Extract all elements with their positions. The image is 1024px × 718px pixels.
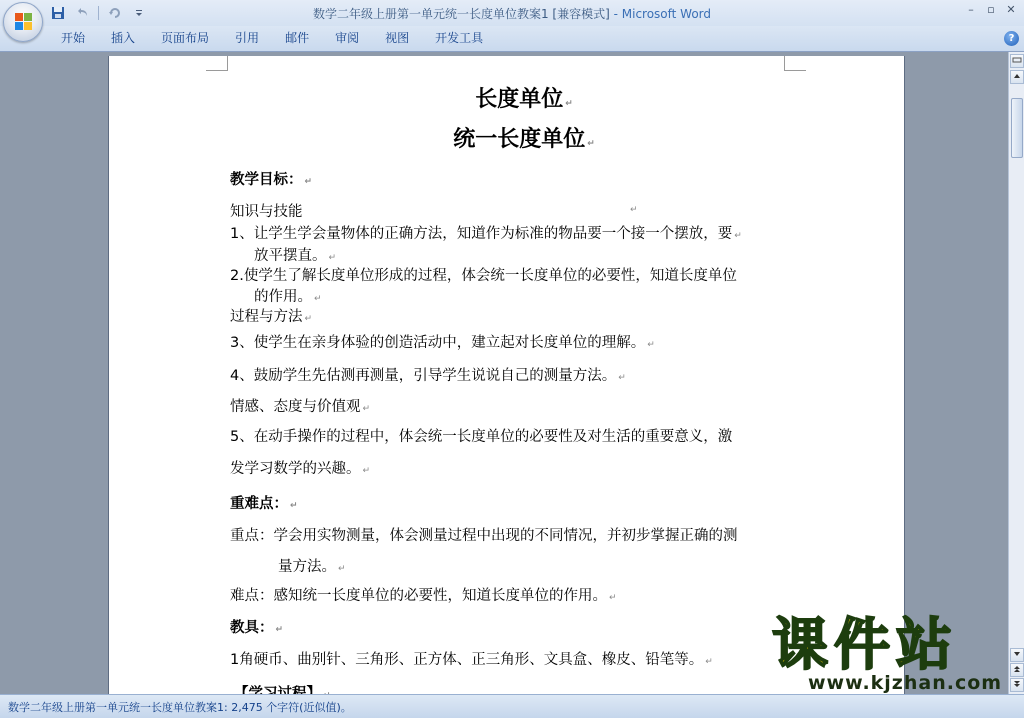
- minimize-button[interactable]: –: [968, 3, 974, 16]
- doc-heading: 教具： ↵: [230, 620, 284, 636]
- doc-paragraph: 重点：学会用实物测量，体会测量过程中出现的不同情况，并初步掌握正确的测: [230, 528, 738, 544]
- doc-paragraph: 放平摆直。 ↵: [254, 248, 337, 264]
- ribbon-tabs: [48, 26, 496, 52]
- office-button[interactable]: [3, 2, 43, 42]
- tab-mailings[interactable]: 邮件: [285, 31, 310, 45]
- vertical-scrollbar[interactable]: [1008, 52, 1024, 694]
- restore-button[interactable]: ▫: [987, 3, 995, 16]
- window-controls: [962, 2, 1020, 18]
- chevron-down-icon: [1013, 650, 1021, 658]
- doc-subtitle: 统一长度单位 ↵: [453, 127, 595, 152]
- doc-paragraph: 发学习数学的兴趣。 ↵: [230, 461, 371, 477]
- document-workspace: [0, 52, 1008, 694]
- doc-paragraph: 知识与技能: [230, 204, 303, 220]
- status-bar: [0, 694, 1024, 718]
- app-name: - Microsoft Word: [609, 7, 712, 21]
- scrollbar-thumb[interactable]: [1011, 98, 1023, 158]
- doc-paragraph: 1角硬币、曲别针、三角形、正方体、正三角形、文具盒、橡皮、铅笔等。 ↵: [230, 652, 713, 668]
- scroll-up-button[interactable]: [1010, 70, 1024, 84]
- title-bar: [0, 0, 1024, 26]
- doc-paragraph: 3、使学生在亲身体验的创造活动中，建立起对长度单位的理解。 ↵: [230, 335, 655, 351]
- tab-references[interactable]: 引用: [235, 31, 260, 45]
- help-button[interactable]: ?: [1004, 31, 1019, 46]
- close-button[interactable]: ✕: [1006, 3, 1016, 16]
- tab-insert[interactable]: 插入: [111, 31, 136, 45]
- doc-paragraph: 5、在动手操作的过程中，体会统一长度单位的必要性及对生活的重要意义，激: [230, 429, 733, 445]
- doc-title: 长度单位 ↵: [475, 87, 573, 112]
- tab-view[interactable]: 视图: [385, 31, 410, 45]
- tab-home[interactable]: 开始: [61, 31, 86, 45]
- window-title: [0, 5, 1024, 22]
- watermark-url: www.kjzhan.com: [808, 672, 1003, 694]
- margin-corner-mark: [784, 56, 806, 71]
- scroll-down-button[interactable]: [1010, 648, 1024, 662]
- margin-corner-mark: [206, 56, 228, 71]
- site-watermark-logo: [772, 614, 1010, 696]
- paragraph-mark: ↵: [630, 205, 638, 215]
- doc-paragraph: 情感、态度与价值观 ↵: [230, 399, 371, 415]
- doc-paragraph: 难点：感知统一长度单位的必要性，知道长度单位的作用。 ↵: [230, 588, 617, 604]
- doc-paragraph: 过程与方法 ↵: [230, 309, 313, 325]
- doc-paragraph: 4、鼓励学生先估测再测量，引导学生说说自己的测量方法。 ↵: [230, 368, 626, 384]
- watermark-title: 课件站: [772, 613, 958, 678]
- double-chevron-down-icon: [1013, 680, 1021, 688]
- tab-developer[interactable]: 开发工具: [435, 31, 484, 45]
- ribbon-tab-row: [0, 26, 1024, 52]
- double-chevron-up-icon: [1013, 665, 1021, 673]
- office-logo-icon: [15, 13, 33, 31]
- next-page-button[interactable]: [1010, 678, 1024, 692]
- tab-page-layout[interactable]: 页面布局: [161, 31, 210, 45]
- doc-paragraph: 2.使学生了解长度单位形成的过程，体会统一长度单位的必要性，知道长度单位: [230, 268, 737, 284]
- doc-paragraph: 1、让学生学会量物体的正确方法，知道作为标准的物品要一个接一个摆放，要 ↵: [230, 226, 742, 242]
- doc-paragraph: 的作用。 ↵: [254, 289, 322, 305]
- ruler-icon: [1012, 55, 1022, 65]
- doc-heading: 教学目标： ↵: [230, 172, 313, 188]
- chevron-up-icon: [1013, 72, 1021, 80]
- doc-paragraph: 量方法。 ↵: [278, 559, 346, 575]
- doc-heading: 重难点： ↵: [230, 496, 298, 512]
- status-text: 数学二年级上册第一单元统一长度单位教案1: 2,475 个字符(近似值)。: [8, 701, 352, 714]
- previous-page-button[interactable]: [1010, 663, 1024, 677]
- document-name: 数学二年级上册第一单元统一长度单位教案1 [兼容模式]: [312, 7, 610, 21]
- view-ruler-button[interactable]: [1010, 54, 1024, 68]
- tab-review[interactable]: 审阅: [335, 31, 360, 45]
